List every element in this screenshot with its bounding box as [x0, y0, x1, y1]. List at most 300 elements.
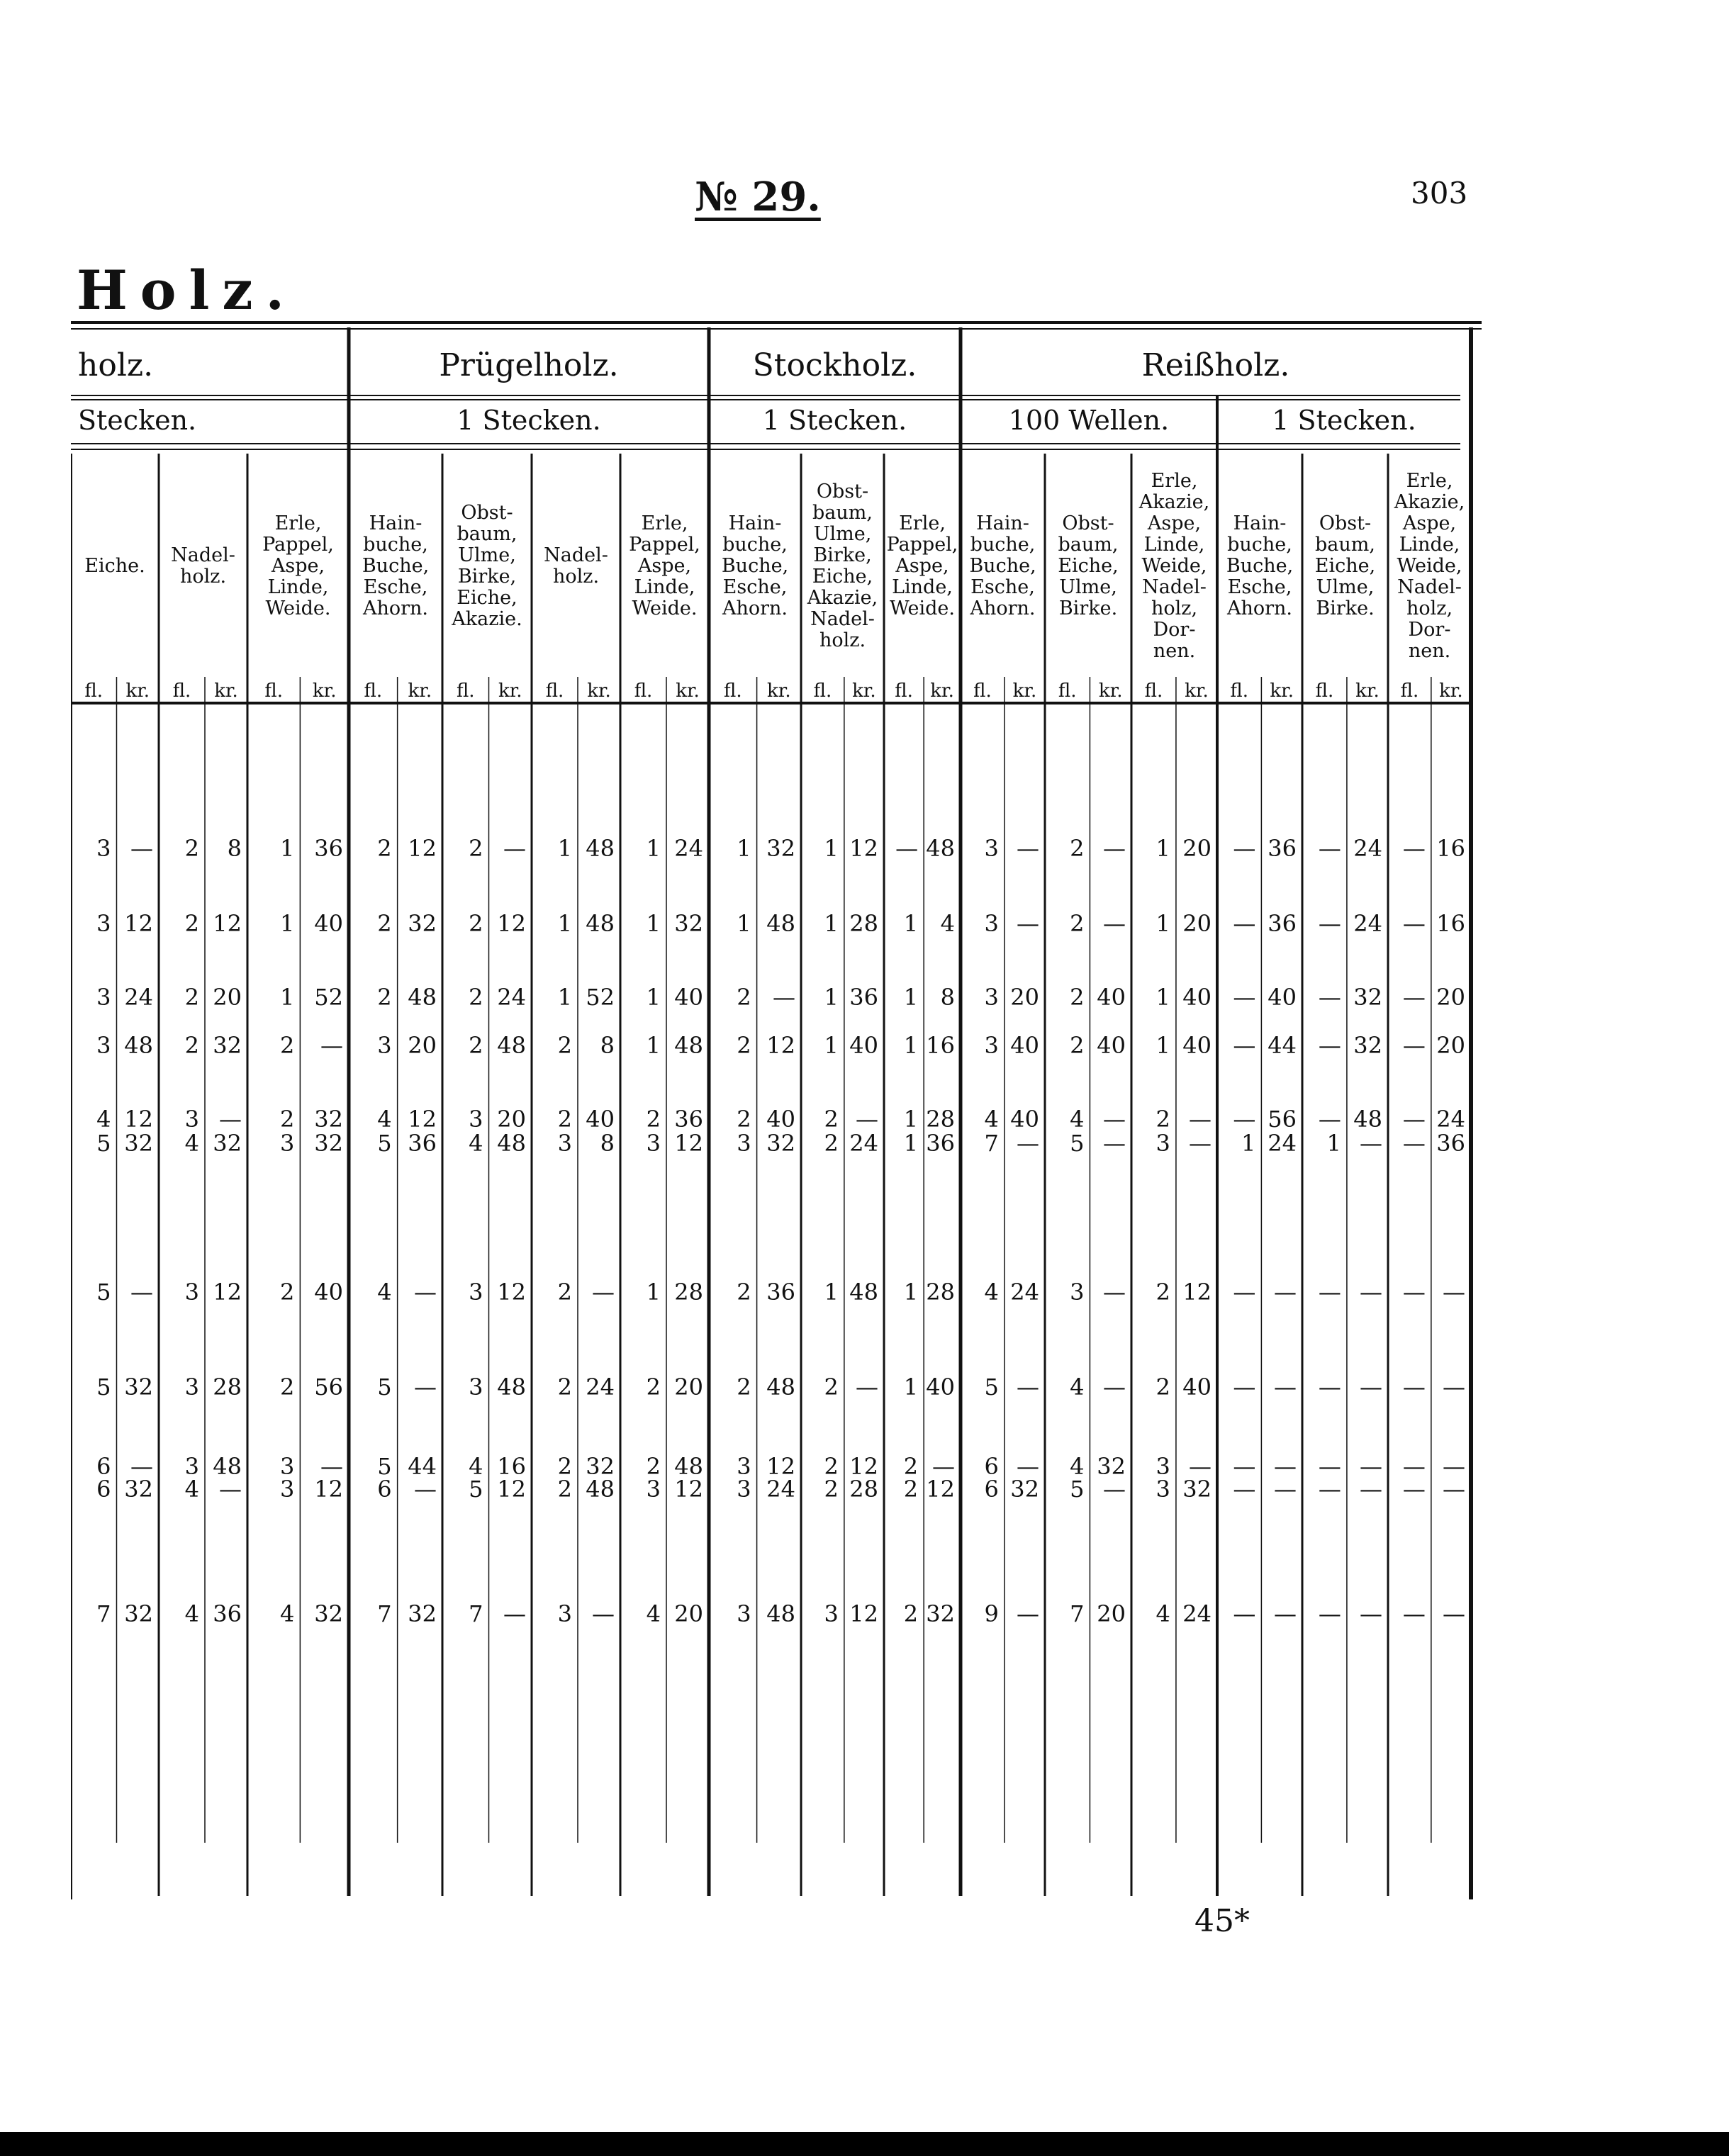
cell-fl: 2: [280, 1106, 295, 1133]
unit-label-fl: fl.: [895, 680, 913, 702]
cell-kr: —: [219, 1106, 242, 1133]
cell-kr: 20: [213, 984, 242, 1011]
column-header-line: Obst-: [816, 481, 869, 502]
cell-kr: 4: [940, 910, 955, 937]
cell-kr: —: [320, 1032, 343, 1059]
cell-fl: 2: [1070, 984, 1085, 1011]
cell-kr: 16: [1436, 835, 1465, 862]
column-header-line: Erle,: [274, 512, 322, 534]
column-header-line: buche,: [970, 534, 1036, 556]
cell-fl: 1: [280, 910, 295, 937]
cell-fl: 1: [737, 910, 751, 937]
cell-kr: 52: [586, 984, 615, 1011]
cell-fl: 2: [469, 835, 483, 862]
cell-fl: 6: [377, 1476, 392, 1503]
cell-fl: —: [1318, 1600, 1341, 1627]
cell-fl: 2: [557, 1106, 572, 1133]
cell-fl: 2: [1156, 1374, 1170, 1400]
cell-fl: 6: [96, 1453, 111, 1480]
cell-kr: 24: [674, 835, 703, 862]
column-header-line: Linde,: [1143, 534, 1205, 556]
cell-kr: 12: [849, 1453, 878, 1480]
cell-kr: —: [1360, 1476, 1382, 1503]
cell-kr: 56: [1268, 1106, 1297, 1133]
cell-fl: 3: [737, 1453, 751, 1480]
cell-kr: 32: [408, 910, 437, 937]
cell-fl: 3: [984, 910, 999, 937]
cell-kr: 32: [124, 1600, 153, 1627]
cell-fl: 9: [984, 1600, 999, 1627]
column-header-line: Nadel-: [171, 544, 235, 566]
cell-kr: —: [1017, 1453, 1039, 1480]
cell-fl: 6: [96, 1476, 111, 1503]
unit-label-kr: kr.: [125, 680, 150, 702]
cell-fl: 6: [984, 1476, 999, 1503]
cell-kr: 40: [1010, 1032, 1039, 1059]
cell-fl: 1: [824, 1032, 839, 1059]
column-header-line: Eiche,: [1314, 555, 1376, 577]
cell-kr: 36: [1268, 910, 1297, 937]
cell-fl: 2: [557, 1032, 572, 1059]
cell-kr: 16: [1436, 910, 1465, 937]
column-header-line: Nadel-: [1397, 576, 1462, 598]
cell-fl: —: [1402, 1032, 1426, 1059]
cell-fl: 3: [377, 1032, 392, 1059]
cell-fl: 1: [903, 1279, 919, 1306]
cell-fl: 1: [1326, 1130, 1341, 1157]
cell-kr: 40: [1182, 1032, 1212, 1059]
cell-kr: 36: [849, 984, 878, 1011]
cell-kr: 48: [213, 1453, 242, 1480]
cell-kr: 32: [124, 1476, 153, 1503]
cell-fl: —: [1318, 1374, 1341, 1400]
column-header-line: Esche,: [363, 576, 428, 598]
cell-kr: 20: [1182, 835, 1212, 862]
column-header-line: Aspe,: [1402, 512, 1457, 534]
cell-fl: 4: [184, 1600, 199, 1627]
cell-fl: 4: [984, 1106, 999, 1133]
cell-kr: 12: [497, 910, 526, 937]
subgroup-label: 100 Wellen.: [1008, 405, 1170, 436]
column-header-line: Erle,: [899, 512, 946, 534]
cell-kr: 56: [314, 1374, 343, 1400]
cell-fl: 4: [1070, 1453, 1085, 1480]
cell-fl: 3: [984, 984, 999, 1011]
cell-fl: —: [1318, 984, 1341, 1011]
cell-fl: —: [1318, 1279, 1341, 1306]
cell-kr: 20: [1097, 1600, 1126, 1627]
cell-kr: 48: [674, 1453, 703, 1480]
column-header-line: holz.: [179, 566, 227, 588]
cell-kr: —: [1017, 835, 1039, 862]
cell-kr: —: [1360, 1374, 1382, 1400]
column-header-line: holz,: [1406, 597, 1453, 619]
cell-fl: 3: [96, 910, 111, 937]
column-header-line: Hain-: [1233, 512, 1287, 534]
cell-fl: —: [1233, 910, 1256, 937]
cell-kr: —: [1274, 1453, 1297, 1480]
cell-fl: 2: [903, 1476, 919, 1503]
column-header-line: Akazie,: [807, 587, 878, 609]
cell-fl: 1: [824, 910, 839, 937]
cell-fl: 1: [280, 835, 295, 862]
cell-fl: 2: [646, 1374, 661, 1400]
column-header-line: Linde,: [634, 576, 695, 598]
cell-kr: 44: [1268, 1032, 1297, 1059]
cell-kr: 40: [1010, 1106, 1039, 1133]
cell-kr: —: [1360, 1279, 1382, 1306]
cell-fl: 3: [184, 1279, 199, 1306]
unit-label-kr: kr.: [1439, 680, 1463, 702]
cell-fl: 2: [184, 835, 199, 862]
cell-fl: 2: [824, 1106, 839, 1133]
unit-label-fl: fl.: [364, 680, 383, 702]
unit-label-kr: kr.: [676, 680, 700, 702]
cell-kr: —: [1274, 1600, 1297, 1627]
cell-fl: —: [1402, 1374, 1426, 1400]
cell-fl: 5: [469, 1476, 483, 1503]
cell-kr: 12: [497, 1279, 526, 1306]
cell-kr: 48: [124, 1032, 153, 1059]
cell-kr: —: [414, 1279, 437, 1306]
cell-kr: 12: [766, 1032, 795, 1059]
cell-kr: —: [414, 1476, 437, 1503]
cell-kr: 40: [1268, 984, 1297, 1011]
cell-kr: —: [219, 1476, 242, 1503]
cell-fl: 2: [184, 984, 199, 1011]
cell-kr: 12: [674, 1130, 703, 1157]
unit-label-fl: fl.: [1230, 680, 1249, 702]
cell-kr: 20: [1436, 1032, 1465, 1059]
cell-fl: 4: [96, 1106, 111, 1133]
cell-fl: 2: [557, 1374, 572, 1400]
column-header-line: Eiche.: [84, 555, 145, 577]
unit-label-kr: kr.: [587, 680, 611, 702]
column-header-line: Ulme,: [1316, 576, 1375, 598]
cell-kr: 28: [926, 1279, 955, 1306]
column-header-line: baum,: [1315, 534, 1375, 556]
cell-kr: —: [1360, 1130, 1382, 1157]
cell-fl: 4: [469, 1130, 483, 1157]
cell-fl: 1: [1156, 910, 1170, 937]
cell-kr: 48: [1353, 1106, 1382, 1133]
cell-kr: 24: [849, 1130, 878, 1157]
column-header-line: holz,: [1151, 597, 1198, 619]
cell-fl: —: [1402, 1476, 1426, 1503]
cell-kr: 36: [213, 1600, 242, 1627]
cell-kr: 48: [497, 1374, 526, 1400]
cell-kr: 24: [1436, 1106, 1465, 1133]
unit-label-kr: kr.: [312, 680, 337, 702]
cell-fl: 2: [280, 1032, 295, 1059]
column-header-line: Akazie,: [1394, 491, 1465, 513]
cell-fl: —: [1233, 1279, 1256, 1306]
signature-mark: 45*: [1194, 1903, 1250, 1939]
cell-kr: —: [1017, 1374, 1039, 1400]
cell-fl: 6: [984, 1453, 999, 1480]
cell-fl: 4: [646, 1600, 661, 1627]
cell-kr: 32: [314, 1106, 343, 1133]
cell-kr: 32: [314, 1600, 343, 1627]
cell-fl: —: [1233, 1374, 1256, 1400]
cell-kr: —: [1360, 1453, 1382, 1480]
cell-kr: 48: [674, 1032, 703, 1059]
cell-fl: —: [1233, 1106, 1256, 1133]
unit-label-kr: kr.: [1098, 680, 1123, 702]
cell-fl: 3: [557, 1130, 572, 1157]
cell-kr: 32: [124, 1130, 153, 1157]
cell-kr: 20: [497, 1106, 526, 1133]
column-header-line: Ahorn.: [362, 597, 429, 619]
cell-kr: —: [592, 1279, 615, 1306]
cell-fl: 4: [280, 1600, 295, 1627]
column-header-line: Nadel-: [544, 544, 608, 566]
column-header-line: Birke.: [1316, 597, 1375, 619]
cell-kr: —: [1103, 910, 1126, 937]
cell-kr: 36: [1268, 835, 1297, 862]
column-header-line: Linde,: [267, 576, 329, 598]
cell-fl: 5: [1070, 1476, 1085, 1503]
subgroup-label: 1 Stecken.: [1272, 405, 1416, 436]
cell-fl: 3: [469, 1106, 483, 1133]
cell-fl: —: [1402, 1453, 1426, 1480]
cell-kr: —: [856, 1106, 878, 1133]
cell-fl: 1: [903, 1032, 919, 1059]
cell-kr: 16: [926, 1032, 955, 1059]
cell-fl: 1: [737, 835, 751, 862]
cell-kr: 24: [1353, 910, 1382, 937]
cell-kr: —: [503, 1600, 526, 1627]
cell-kr: —: [1017, 1600, 1039, 1627]
cell-fl: 3: [737, 1600, 751, 1627]
cell-kr: 20: [408, 1032, 437, 1059]
cell-fl: 3: [184, 1106, 199, 1133]
cell-kr: 8: [940, 984, 955, 1011]
cell-kr: 48: [497, 1130, 526, 1157]
column-header-line: Erle,: [641, 512, 688, 534]
column-header-line: Erle,: [1151, 470, 1198, 492]
column-header-line: Weide,: [1141, 555, 1207, 577]
cell-kr: 12: [849, 1600, 878, 1627]
cell-kr: —: [130, 1279, 153, 1306]
cell-fl: 5: [377, 1374, 392, 1400]
unit-label-fl: fl.: [634, 680, 653, 702]
cell-kr: 12: [124, 910, 153, 937]
subgroup-label: 1 Stecken.: [457, 405, 601, 436]
cell-fl: 4: [469, 1453, 483, 1480]
cell-kr: —: [1017, 1130, 1039, 1157]
cell-kr: —: [1189, 1106, 1212, 1133]
cell-kr: 12: [497, 1476, 526, 1503]
cell-kr: 24: [124, 984, 153, 1011]
cell-fl: —: [1233, 1600, 1256, 1627]
cell-fl: —: [895, 835, 919, 862]
cell-fl: 1: [903, 1106, 919, 1133]
column-header-line: Hain-: [976, 512, 1029, 534]
cell-kr: 44: [408, 1453, 437, 1480]
cell-kr: 48: [408, 984, 437, 1011]
subgroup-label: Stecken.: [78, 405, 197, 436]
unit-label-fl: fl.: [172, 680, 191, 702]
column-header-line: Aspe,: [1147, 512, 1202, 534]
cell-kr: 24: [1353, 835, 1382, 862]
cell-kr: 12: [1182, 1279, 1212, 1306]
column-header-line: Pappel,: [262, 534, 334, 556]
cell-fl: 7: [1070, 1600, 1085, 1627]
cell-kr: 32: [766, 835, 795, 862]
cell-kr: 40: [586, 1106, 615, 1133]
cell-kr: 32: [124, 1374, 153, 1400]
cell-fl: 2: [469, 1032, 483, 1059]
cell-fl: 1: [1156, 984, 1170, 1011]
cell-kr: 48: [766, 1600, 795, 1627]
column-header-line: Eiche,: [457, 587, 517, 609]
cell-kr: 28: [674, 1279, 703, 1306]
cell-fl: 4: [184, 1130, 199, 1157]
cell-fl: 2: [646, 1453, 661, 1480]
cell-fl: 3: [96, 984, 111, 1011]
cell-kr: 12: [766, 1453, 795, 1480]
column-header-line: nen.: [1153, 640, 1196, 662]
column-header-line: Ahorn.: [1226, 597, 1293, 619]
unit-label-fl: fl.: [1315, 680, 1334, 702]
cell-fl: 1: [1156, 835, 1170, 862]
column-header-line: Obst-: [1319, 512, 1372, 534]
unit-label-fl: fl.: [1144, 680, 1163, 702]
cell-fl: 4: [1070, 1106, 1085, 1133]
cell-fl: 2: [469, 910, 483, 937]
cell-kr: 12: [408, 835, 437, 862]
column-header-line: Buche,: [1226, 555, 1294, 577]
group-label: holz.: [78, 347, 154, 383]
cell-kr: 8: [600, 1130, 615, 1157]
column-header-line: Ulme,: [1059, 576, 1117, 598]
column-header-line: Aspe,: [637, 555, 692, 577]
cell-kr: 48: [849, 1279, 878, 1306]
cell-fl: —: [1233, 1453, 1256, 1480]
cell-fl: 1: [646, 984, 661, 1011]
cell-kr: 48: [766, 1374, 795, 1400]
cell-fl: —: [1402, 1279, 1426, 1306]
cell-fl: 1: [903, 1374, 919, 1400]
cell-fl: 2: [737, 1374, 751, 1400]
cell-fl: 2: [824, 1476, 839, 1503]
cell-fl: 3: [646, 1130, 661, 1157]
column-header-line: baum,: [1058, 534, 1119, 556]
cell-fl: 2: [469, 984, 483, 1011]
cell-kr: 24: [1010, 1279, 1039, 1306]
column-header-line: Weide.: [889, 597, 956, 619]
unit-label-kr: kr.: [1355, 680, 1380, 702]
cell-kr: —: [932, 1453, 955, 1480]
cell-kr: 32: [314, 1130, 343, 1157]
cell-fl: —: [1318, 1032, 1341, 1059]
column-header-line: Dor-: [1153, 619, 1196, 641]
cell-kr: —: [130, 835, 153, 862]
column-header-line: Akazie.: [452, 608, 522, 630]
column-header-line: Eiche,: [1058, 555, 1119, 577]
column-header-line: Obst-: [1062, 512, 1114, 534]
cell-fl: 3: [280, 1476, 295, 1503]
unit-label-fl: fl.: [1400, 680, 1419, 702]
cell-fl: 1: [557, 835, 572, 862]
cell-kr: 12: [213, 910, 242, 937]
cell-fl: 2: [377, 910, 392, 937]
cell-fl: 3: [280, 1453, 295, 1480]
cell-kr: 32: [213, 1032, 242, 1059]
cell-fl: 5: [377, 1453, 392, 1480]
cell-fl: 2: [1070, 910, 1085, 937]
cell-fl: 3: [646, 1476, 661, 1503]
cell-kr: 40: [1182, 984, 1212, 1011]
cell-fl: 1: [903, 1130, 919, 1157]
cell-fl: 7: [96, 1600, 111, 1627]
page-number: 303: [1411, 176, 1468, 210]
column-header-line: Esche,: [970, 576, 1035, 598]
column-header-line: Weide.: [632, 597, 698, 619]
cell-kr: —: [1443, 1453, 1465, 1480]
cell-fl: 5: [96, 1279, 111, 1306]
cell-fl: 1: [280, 984, 295, 1011]
unit-label-kr: kr.: [930, 680, 954, 702]
cell-fl: 1: [903, 910, 919, 937]
cell-fl: 5: [984, 1374, 999, 1400]
cell-fl: 2: [737, 1106, 751, 1133]
cell-fl: 2: [737, 1032, 751, 1059]
cell-kr: 32: [213, 1130, 242, 1157]
cell-kr: 24: [766, 1476, 795, 1503]
cell-kr: —: [773, 984, 795, 1011]
cell-kr: —: [1189, 1453, 1212, 1480]
cell-fl: 4: [377, 1106, 392, 1133]
cell-kr: 24: [1268, 1130, 1297, 1157]
cell-fl: 3: [96, 1032, 111, 1059]
cell-kr: 20: [674, 1374, 703, 1400]
column-header-line: Weide,: [1397, 555, 1462, 577]
cell-fl: 5: [377, 1130, 392, 1157]
cell-fl: 2: [1156, 1279, 1170, 1306]
unit-label-kr: kr.: [1012, 680, 1037, 702]
cell-fl: —: [1233, 835, 1256, 862]
cell-fl: 4: [377, 1279, 392, 1306]
column-header-line: buche,: [363, 534, 428, 556]
column-header-line: Birke,: [813, 544, 872, 566]
unit-label-fl: fl.: [813, 680, 832, 702]
cell-kr: —: [503, 835, 526, 862]
cell-fl: 7: [377, 1600, 392, 1627]
subgroup-label: 1 Stecken.: [762, 405, 907, 436]
cell-kr: 36: [926, 1130, 955, 1157]
cell-fl: 2: [824, 1453, 839, 1480]
cell-kr: 8: [227, 835, 242, 862]
column-header-line: Birke,: [457, 566, 517, 588]
cell-fl: 1: [1241, 1130, 1256, 1157]
column-header-line: Ahorn.: [722, 597, 788, 619]
column-header-line: Weide.: [265, 597, 331, 619]
column-header-line: baum,: [812, 502, 873, 524]
cell-kr: 36: [674, 1106, 703, 1133]
cell-kr: 12: [213, 1279, 242, 1306]
unit-label-kr: kr.: [1185, 680, 1209, 702]
cell-kr: —: [1274, 1476, 1297, 1503]
unit-label-fl: fl.: [723, 680, 742, 702]
unit-label-kr: kr.: [408, 680, 432, 702]
cell-kr: 32: [674, 910, 703, 937]
column-header-line: Buche,: [362, 555, 430, 577]
cell-fl: —: [1233, 1476, 1256, 1503]
column-header-line: nen.: [1408, 640, 1451, 662]
column-header-line: Nadel-: [1142, 576, 1207, 598]
